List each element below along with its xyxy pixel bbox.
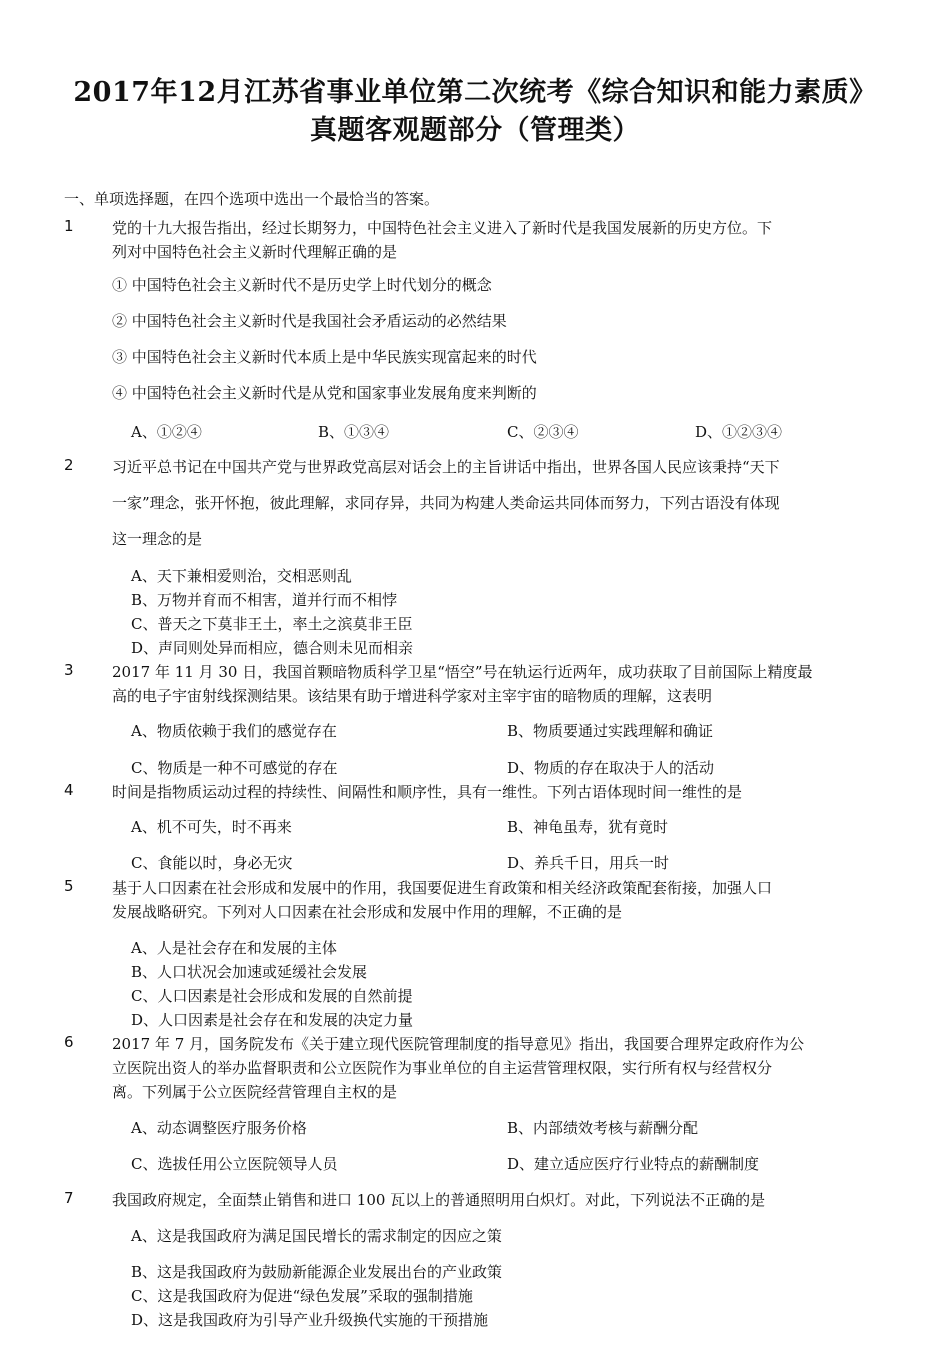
option-c: C、人口因素是社会形成和发展的自然前提 — [131, 987, 413, 1005]
statement-2: ② 中国特色社会主义新时代是我国社会矛盾运动的必然结果 — [112, 312, 507, 330]
option-c: C、这是我国政府为促进“绿色发展”采取的强制措施 — [131, 1287, 473, 1305]
question-stem-line: 列对中国特色社会主义新时代理解正确的是 — [112, 243, 398, 261]
option-d: D、建立适应医疗行业特点的薪酬制度 — [507, 1155, 760, 1173]
question-number: 6 — [64, 1033, 74, 1051]
section-heading: 一、单项选择题，在四个选项中选出一个最恰当的答案。 — [64, 190, 440, 208]
option-d: D、这是我国政府为引导产业升级换代实施的干预措施 — [131, 1311, 489, 1329]
option-d: D、声同则处异而相应，德合则未见而相亲 — [131, 639, 414, 657]
option-b: B、万物并育而不相害，道并行而不相悖 — [131, 591, 398, 609]
option-a: A、机不可失，时不再来 — [131, 818, 292, 836]
statement-3: ③ 中国特色社会主义新时代本质上是中华民族实现富起来的时代 — [112, 348, 537, 366]
option-d: D、①②③④ — [695, 423, 783, 441]
doc-title-line-1: 2017年12月江苏省事业单位第二次统考《综合知识和能力素质》 — [73, 77, 877, 108]
statement-4: ④ 中国特色社会主义新时代是从党和国家事业发展角度来判断的 — [112, 384, 537, 402]
question-number: 4 — [64, 781, 74, 799]
option-a: A、这是我国政府为满足国民增长的需求制定的因应之策 — [131, 1227, 502, 1245]
question-stem-line: 离。下列属于公立医院经营管理自主权的是 — [112, 1083, 398, 1101]
option-c: C、②③④ — [507, 423, 579, 441]
question-stem-line: 习近平总书记在中国共产党与世界政党高层对话会上的主旨讲话中指出，世界各国人民应该秉持“天下 — [112, 458, 780, 476]
option-a: A、天下兼相爱则治，交相恶则乱 — [131, 567, 352, 585]
question-stem-line: 我国政府规定，全面禁止销售和进口 100 瓦以上的普通照明用白炽灯。对此，下列说法不正确的是 — [112, 1191, 766, 1209]
option-d: D、养兵千日，用兵一时 — [507, 854, 670, 872]
question-stem-line: 发展战略研究。下列对人口因素在社会形成和发展中作用的理解，不正确的是 — [112, 903, 623, 921]
question-number: 5 — [64, 877, 74, 895]
option-b: B、①③④ — [318, 423, 390, 441]
question-stem-line: 这一理念的是 — [112, 530, 203, 548]
option-b: B、物质要通过实践理解和确证 — [507, 722, 714, 740]
option-a: A、①②④ — [131, 423, 202, 441]
option-c: C、食能以时，身必无灾 — [131, 854, 293, 872]
question-number: 3 — [64, 661, 74, 679]
question-number: 7 — [64, 1189, 74, 1207]
question-stem-line: 时间是指物质运动过程的持续性、间隔性和顺序性，具有一维性。下列古语体现时间一维性的是 — [112, 783, 743, 801]
option-b: B、神龟虽寿，犹有竟时 — [507, 818, 669, 836]
option-b: B、这是我国政府为鼓励新能源企业发展出台的产业政策 — [131, 1263, 503, 1281]
question-stem-line: 2017 年 7 月，国务院发布《关于建立现代医院管理制度的指导意见》指出，我国要合理界定政府作为公 — [112, 1035, 805, 1053]
statement-1: ① 中国特色社会主义新时代不是历史学上时代划分的概念 — [112, 276, 492, 294]
option-d: D、人口因素是社会存在和发展的决定力量 — [131, 1011, 414, 1029]
question-stem-line: 一家”理念，张开怀抱，彼此理解，求同存异，共同为构建人类命运共同体而努力，下列古语没有体现 — [112, 494, 780, 512]
question-stem-line: 2017 年 11 月 30 日，我国首颗暗物质科学卫星“悟空”号在轨运行近两年，成功获取了目前国际上精度最 — [112, 663, 813, 681]
question-number: 1 — [64, 217, 74, 235]
option-b: B、内部绩效考核与薪酬分配 — [507, 1119, 699, 1137]
option-d: D、物质的存在取决于人的活动 — [507, 759, 715, 777]
question-stem-line: 高的电子宇宙射线探测结果。该结果有助于增进科学家对主宰宇宙的暗物质的理解，这表明 — [112, 687, 713, 705]
question-number: 2 — [64, 456, 74, 474]
question-stem-line: 立医院出资人的举办监督职责和公立医院作为事业单位的自主运营管理权限，实行所有权与经营权分 — [112, 1059, 773, 1077]
option-a: A、动态调整医疗服务价格 — [131, 1119, 307, 1137]
question-stem-line: 基于人口因素在社会形成和发展中的作用，我国要促进生育政策和相关经济政策配套衔接，加强人口 — [112, 879, 773, 897]
question-stem-line: 党的十九大报告指出，经过长期努力，中国特色社会主义进入了新时代是我国发展新的历史方位。下 — [112, 219, 773, 237]
option-a: A、物质依赖于我们的感觉存在 — [131, 722, 337, 740]
option-a: A、人是社会存在和发展的主体 — [131, 939, 337, 957]
option-c: C、物质是一种不可感觉的存在 — [131, 759, 338, 777]
doc-title-line-2: 真题客观题部分（管理类） — [310, 115, 640, 146]
option-b: B、人口状况会加速或延缓社会发展 — [131, 963, 368, 981]
option-c: C、普天之下莫非王土，率土之滨莫非王臣 — [131, 615, 413, 633]
option-c: C、选拔任用公立医院领导人员 — [131, 1155, 338, 1173]
